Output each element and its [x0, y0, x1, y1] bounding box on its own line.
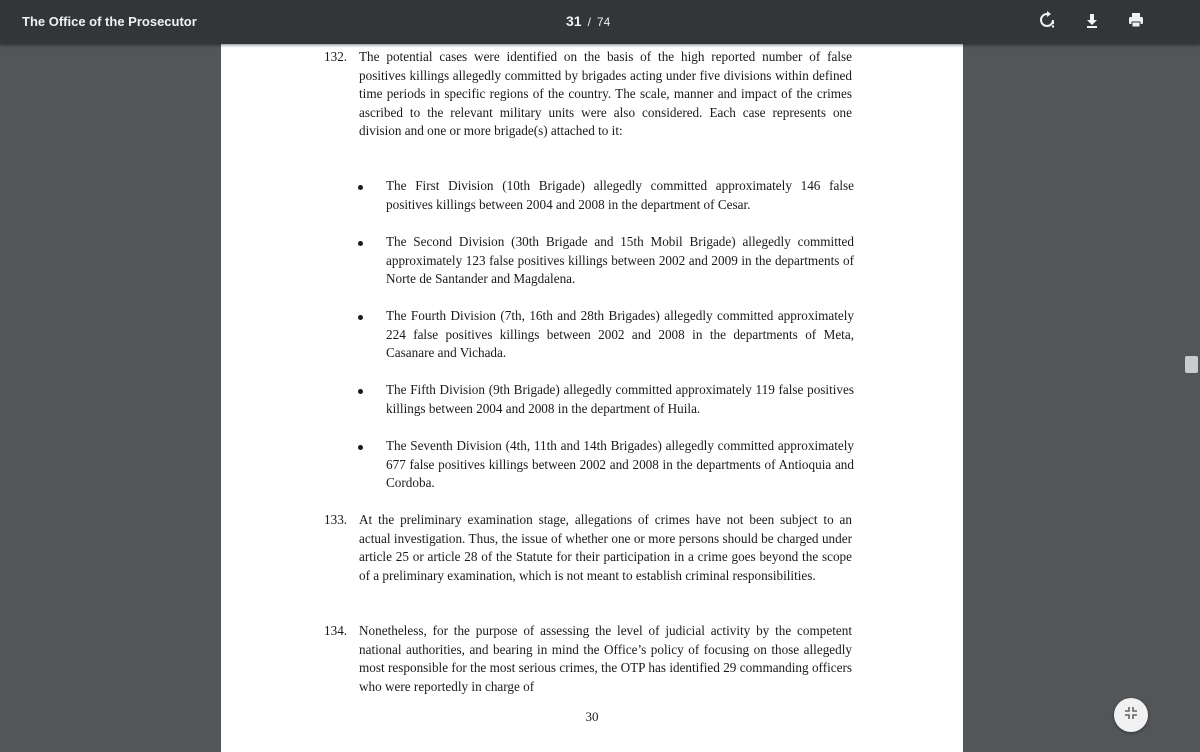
page-counter [566, 13, 610, 29]
bullet-icon [358, 389, 363, 394]
list-item-text: The Second Division (30th Brigade and 15th Mobil Brigade) allegedly committed approximately 123 false positives killings between 2002 and 2009 in the departments of Norte de Santander and Magdalena. [386, 234, 854, 286]
paragraph-text: Nonetheless, for the purpose of assessing the level of judicial activity by the competent national authorities, and bearing in mind the Office’s policy of focusing on those allegedly most responsible for the most serious crimes, the OTP has identified 29 commanding officers who were reportedly in charge of [359, 623, 852, 694]
list-item-text: The Fifth Division (9th Brigade) allegedly committed approximately 119 false positives killings between 2004 and 2008 in the department of Huila. [386, 382, 854, 416]
pdf-toolbar [0, 0, 1200, 44]
fit-to-page-icon [1123, 705, 1139, 726]
document-title: The Office of the Prosecutor [22, 14, 197, 29]
scrollbar[interactable] [1183, 44, 1200, 752]
rotate-icon [1038, 11, 1056, 34]
paragraph-number: 132. [324, 49, 348, 64]
bullet-icon [358, 241, 363, 246]
paragraph-number: 133. [324, 512, 348, 527]
bullet-icon [358, 315, 363, 320]
paragraph-number: 134. [324, 623, 348, 638]
page-number: 30 [585, 709, 599, 724]
bullet-icon [358, 185, 363, 190]
pdf-page [221, 44, 963, 752]
list-item-text: The Seventh Division (4th, 11th and 14th Brigades) allegedly committed approximately 677 false positives killings between 2002 and 2008 in the departments of Antioquia and Cordoba. [386, 438, 854, 490]
download-icon [1083, 11, 1101, 34]
paragraph-text: At the preliminary examination stage, allegations of crimes have not been subject to an actual investigation. Thus, the issue of whether one or more persons should be charged under article 25 or article 28 of the Statute for their participation in a crime goes beyond the scope of a preliminary examination, which is not meant to establish criminal responsibilities. [359, 512, 852, 583]
list-item-text: The Fourth Division (7th, 16th and 28th Brigades) allegedly committed approximately 224 false positives killings between 2002 and 2008 in the departments of Meta, Casanare and Vichada. [386, 308, 854, 360]
total-pages: 74 [596, 15, 611, 29]
current-page-input[interactable]: 31 [566, 13, 582, 29]
rotate-button[interactable] [1035, 10, 1059, 34]
list-item-text: The First Division (10th Brigade) allegedly committed approximately 146 false positives killings between 2004 and 2008 in the department of Cesar. [386, 178, 854, 212]
print-button[interactable] [1124, 10, 1148, 34]
paragraph-text: The potential cases were identified on the basis of the high reported number of false positives killings allegedly committed by brigades acting under five divisions within defined time periods in specific regions of the country. The scale, manner and impact of the crimes ascribed to the relevant military units were also considered. Each case represents one division and one or more brigade(s) attached to it: [359, 49, 852, 138]
bullet-icon [358, 445, 363, 450]
print-icon [1127, 11, 1145, 34]
fit-to-page-button[interactable] [1114, 698, 1148, 732]
page-separator: / [587, 15, 591, 29]
scrollbar-thumb[interactable] [1185, 356, 1198, 373]
download-button[interactable] [1080, 10, 1104, 34]
